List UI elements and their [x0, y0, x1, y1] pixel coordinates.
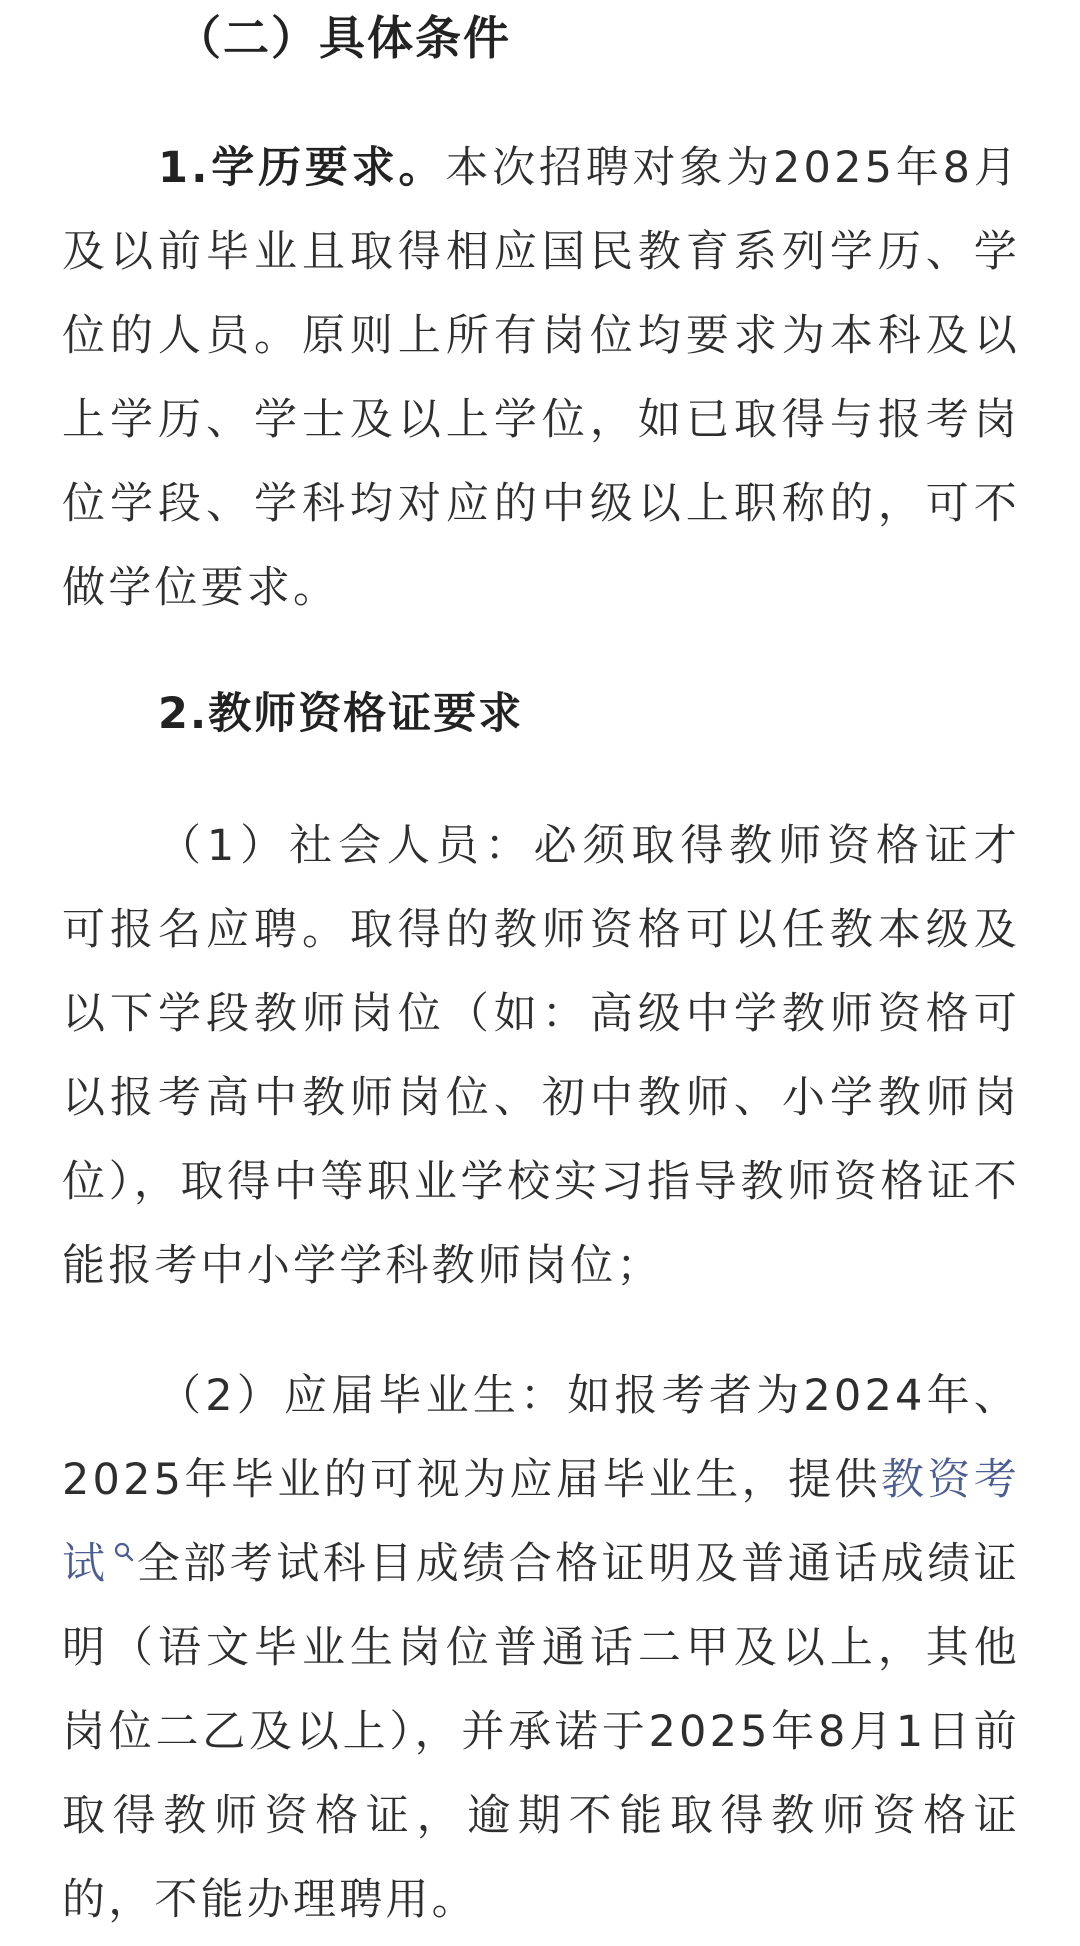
graduates-text-after-link: 全部考试科目成绩合格证明及普通话成绩证明（语文毕业生岗位普通话二甲及以上，其他岗位二乙及以上），并承诺于2025年8月1日前取得教师资格证，逾期不能取得教师资格证的，不能办理聘用。: [62, 1539, 1020, 1925]
certificate-requirement-title: 2.教师资格证要求: [158, 689, 524, 739]
education-requirement-paragraph: [62, 126, 1020, 630]
search-icon[interactable]: [113, 1541, 135, 1563]
section-title: （二）具体条件: [175, 11, 511, 65]
graduates-paragraph: [62, 1354, 1020, 1942]
keyword-link-text[interactable]: 教资考试: [62, 1455, 1020, 1589]
education-requirement-lead: 1.学历要求。: [158, 143, 446, 193]
education-requirement-text: 本次招聘对象为2025年8月及以前毕业且取得相应国民教育系列学历、学位的人员。原则上所有岗位均要求为本科及以上学历、学士及以上学位，如已取得与报考岗位学段、学科均对应的中级以上职称的，可不做学位要求。: [62, 143, 1020, 613]
social-applicants-paragraph: （1）社会人员：必须取得教师资格证才可报名应聘。取得的教师资格可以任教本级及以下学段教师岗位（如：高级中学教师资格可以报考高中教师岗位、初中教师、小学教师岗位），取得中等职业学校实习指导教师资格证不能报考中小学学科教师岗位；: [62, 821, 1020, 1291]
graduates-text-before-link: （2）应届毕业生：如报考者为2024年、2025年毕业的可视为应届毕业生，提供: [62, 1371, 1020, 1505]
